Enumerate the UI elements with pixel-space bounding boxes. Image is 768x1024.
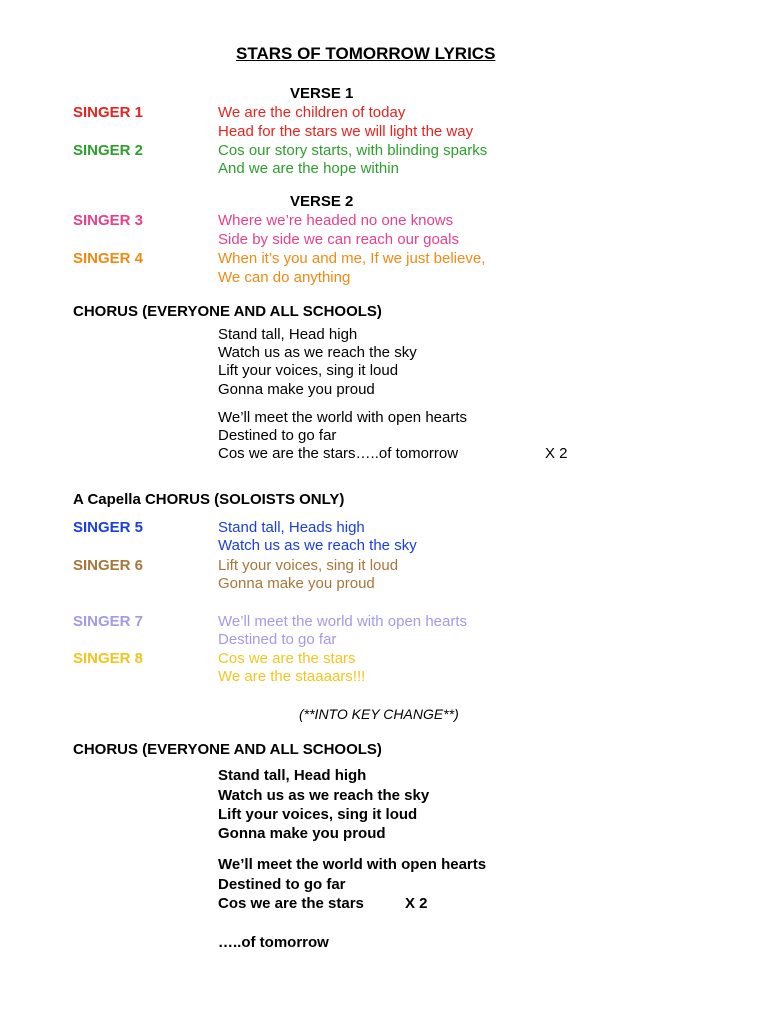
- chorus2-heading: CHORUS (EVERYONE AND ALL SCHOOLS): [73, 741, 382, 758]
- singer8-line2: We are the staaaars!!!: [218, 668, 366, 685]
- singer8-label: SINGER 8: [73, 650, 144, 667]
- verse1-heading: VERSE 1: [290, 85, 354, 102]
- chorus1-line3: Lift your voices, sing it loud: [218, 362, 399, 379]
- chorus2-ending: …..of tomorrow: [218, 934, 329, 951]
- chorus2-repeat: X 2: [405, 895, 428, 912]
- singer8-line1: Cos we are the stars: [218, 650, 356, 667]
- singer2-label: SINGER 2: [73, 142, 144, 159]
- chorus1-line4: Gonna make you proud: [218, 381, 375, 398]
- singer5-line2: Watch us as we reach the sky: [218, 537, 417, 554]
- chorus2-line2: Watch us as we reach the sky: [218, 787, 430, 804]
- chorus2-line5: We’ll meet the world with open hearts: [218, 856, 487, 873]
- chorus1-repeat: X 2: [545, 445, 568, 462]
- singer1-label: SINGER 1: [73, 104, 144, 121]
- singer6-line2: Gonna make you proud: [218, 575, 375, 592]
- singer3-label: SINGER 3: [73, 212, 144, 229]
- singer7-label: SINGER 7: [73, 613, 144, 630]
- singer4-line1: When it’s you and me, If we just believe,: [218, 250, 486, 267]
- key-change-note: (**INTO KEY CHANGE**): [299, 706, 459, 722]
- chorus2-line7: Cos we are the stars: [218, 895, 364, 912]
- singer2-line2: And we are the hope within: [218, 160, 399, 177]
- chorus1-line1: Stand tall, Head high: [218, 326, 358, 343]
- chorus2-line1: Stand tall, Head high: [218, 767, 367, 784]
- singer7-line1: We’ll meet the world with open hearts: [218, 613, 468, 630]
- singer7-line2: Destined to go far: [218, 631, 337, 648]
- singer6-line1: Lift your voices, sing it loud: [218, 557, 399, 574]
- singer1-line2: Head for the stars we will light the way: [218, 123, 474, 140]
- singer5-line1: Stand tall, Heads high: [218, 519, 365, 536]
- singer4-line2: We can do anything: [218, 269, 351, 286]
- chorus1-line5: We’ll meet the world with open hearts: [218, 409, 468, 426]
- chorus2-line6: Destined to go far: [218, 876, 346, 893]
- chorus1-heading: CHORUS (EVERYONE AND ALL SCHOOLS): [73, 303, 382, 320]
- chorus1-line2: Watch us as we reach the sky: [218, 344, 417, 361]
- singer5-label: SINGER 5: [73, 519, 144, 536]
- singer6-label: SINGER 6: [73, 557, 144, 574]
- singer3-line1: Where we’re headed no one knows: [218, 212, 454, 229]
- acapella-heading: A Capella CHORUS (SOLOISTS ONLY): [73, 491, 345, 508]
- chorus1-line6: Destined to go far: [218, 427, 337, 444]
- singer4-label: SINGER 4: [73, 250, 144, 267]
- singer1-line1: We are the children of today: [218, 104, 406, 121]
- chorus2-line4: Gonna make you proud: [218, 825, 386, 842]
- chorus2-line3: Lift your voices, sing it loud: [218, 806, 418, 823]
- page-title: STARS OF TOMORROW LYRICS: [236, 44, 496, 63]
- chorus1-line7: Cos we are the stars…..of tomorrow: [218, 445, 459, 462]
- singer2-line1: Cos our story starts, with blinding sparks: [218, 142, 488, 159]
- singer3-line2: Side by side we can reach our goals: [218, 231, 459, 248]
- verse2-heading: VERSE 2: [290, 193, 354, 210]
